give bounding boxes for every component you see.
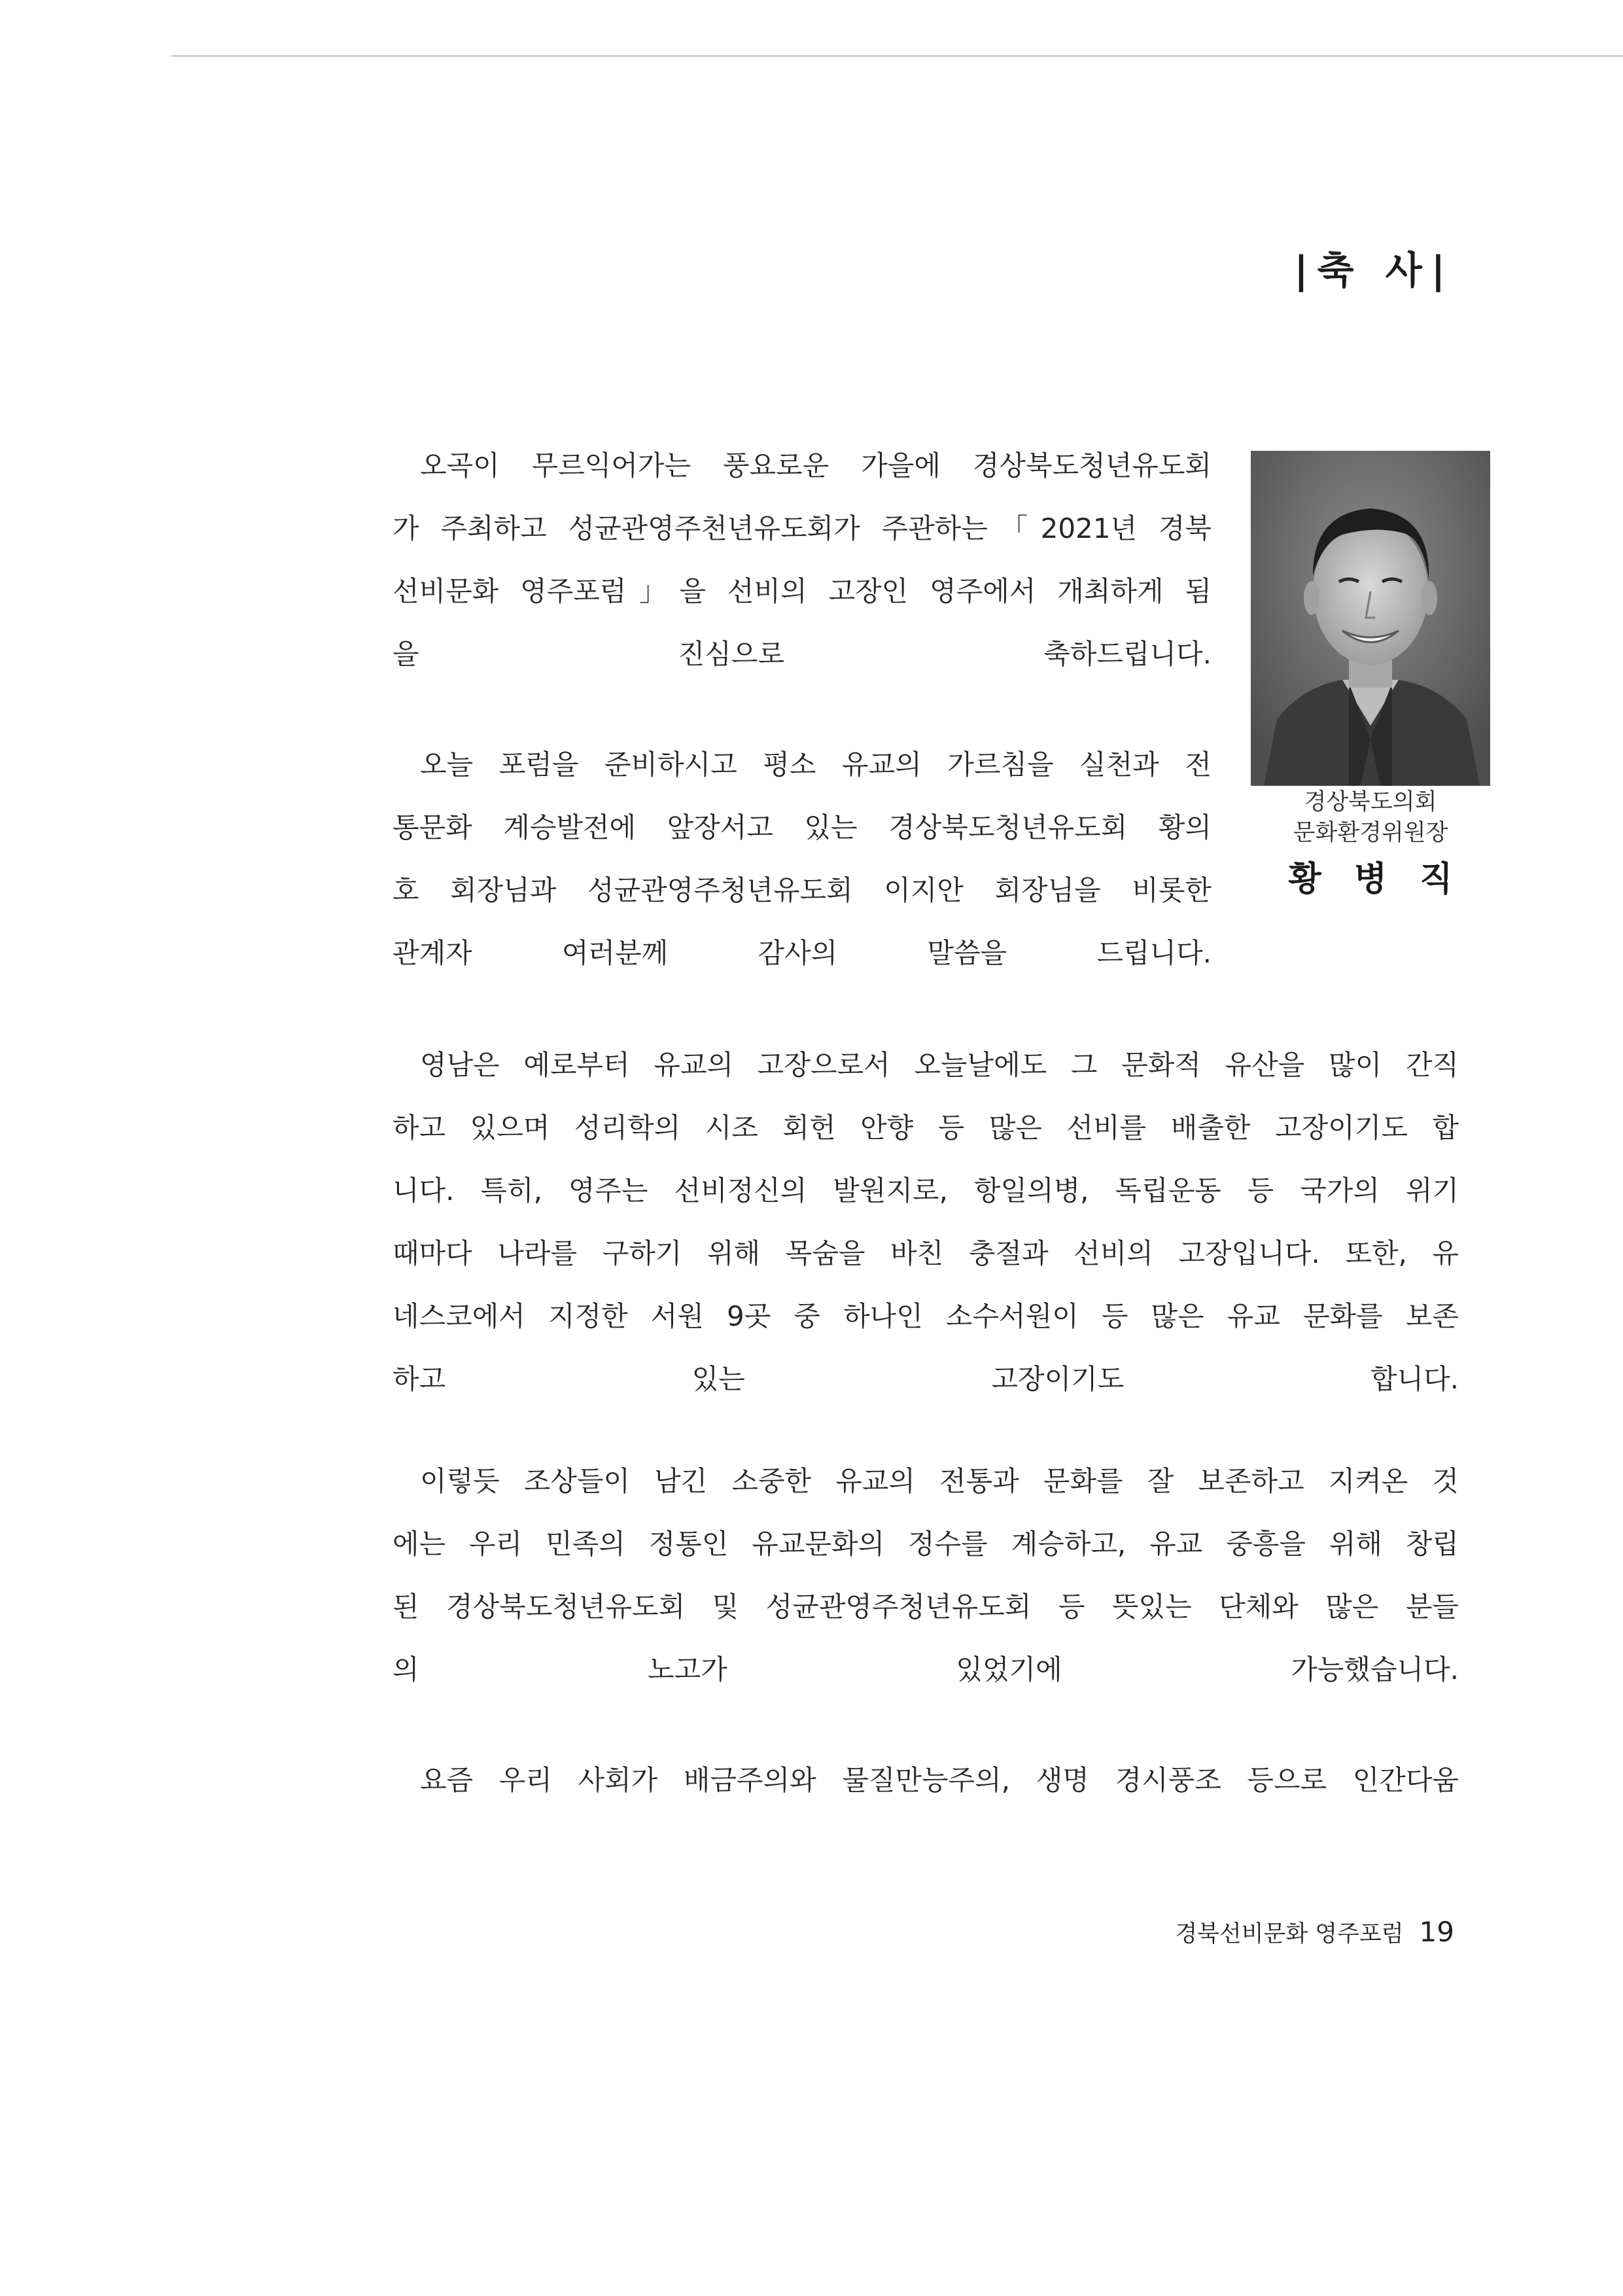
text-line: 니다. 특히, 영주는 선비정신의 발원지로, 항일의병, 독립운동 등 국가의 위기 — [393, 1174, 1459, 1207]
text-line: 이렇듯 조상들이 남긴 소중한 유교의 전통과 문화를 잘 보존하고 지켜온 것 — [420, 1465, 1459, 1497]
text-line: 의 노고가 있었기에 가능했습니다. — [393, 1653, 1459, 1686]
title-bar-right: | — [1431, 248, 1454, 292]
text-line: 영남은 예로부터 유교의 고장으로서 오늘날에도 그 문화적 유산을 많이 간직 — [420, 1049, 1459, 1081]
top-rule — [171, 55, 1623, 57]
paragraph-5 — [393, 1749, 1459, 1812]
text-line: 오늘 포럼을 준비하시고 평소 유교의 가르침을 실천과 전 — [420, 749, 1212, 781]
paragraph-4 — [393, 1450, 1459, 1701]
author-caption — [1251, 787, 1490, 900]
text-line: 때마다 나라를 구하기 위해 목숨을 바친 충절과 선비의 고장입니다. 또한, 유 — [393, 1237, 1459, 1269]
portrait-image — [1251, 451, 1490, 786]
text-line: 가 주최하고 성균관영주천년유도회가 주관하는「2021년 경북 — [393, 512, 1212, 544]
text-line: 선비문화 영주포럼」을 선비의 고장인 영주에서 개최하게 됨 — [393, 575, 1212, 607]
author-affiliation: 경상북도의회 — [1304, 789, 1437, 815]
author-name: 황 병 직 — [1288, 860, 1463, 899]
page-number: 19 — [1419, 1916, 1454, 1948]
text-line: 통문화 계승발전에 앞장서고 있는 경상북도청년유도회 황의 — [393, 811, 1212, 843]
text-line: 된 경상북도청년유도회 및 성균관영주청년유도회 등 뜻있는 단체와 많은 분들 — [393, 1591, 1459, 1623]
text-line: 오곡이 무르익어가는 풍요로운 가을에 경상북도청년유도회 — [420, 450, 1212, 482]
text-line: 하고 있는 고장이기도 합니다. — [393, 1363, 1459, 1395]
paragraph-2 — [393, 733, 1212, 985]
text-line: 에는 우리 민족의 정통인 유교문화의 정수를 계승하고, 유교 중흥을 위해 창립 — [393, 1528, 1459, 1560]
text-line: 요즘 우리 사회가 배금주의와 물질만능주의, 생명 경시풍조 등으로 인간다움 — [420, 1764, 1459, 1796]
text-line: 관계자 여러분께 감사의 말씀을 드립니다. — [393, 937, 1212, 969]
title-bar-left: | — [1294, 248, 1318, 292]
page-footer — [1175, 1916, 1454, 1949]
text-line: 을 진심으로 축하드립니다. — [393, 638, 1212, 670]
text-line: 네스코에서 지정한 서원 9곳 중 하나인 소수서원이 등 많은 유교 문화를 보존 — [393, 1300, 1459, 1332]
author-photo — [1251, 451, 1490, 786]
paragraph-1 — [393, 434, 1212, 686]
author-position: 문화환경위원장 — [1293, 820, 1448, 846]
section-title — [1294, 239, 1454, 294]
publication-title: 경북선비문화 영주포럼 — [1175, 1921, 1404, 1947]
title-text: 축 사 — [1317, 248, 1431, 292]
text-line: 호 회장님과 성균관영주청년유도회 이지안 회장님을 비롯한 — [393, 874, 1212, 906]
text-line: 하고 있으며 성리학의 시조 회헌 안향 등 많은 선비를 배출한 고장이기도 합 — [393, 1112, 1459, 1144]
paragraph-3 — [393, 1034, 1459, 1411]
